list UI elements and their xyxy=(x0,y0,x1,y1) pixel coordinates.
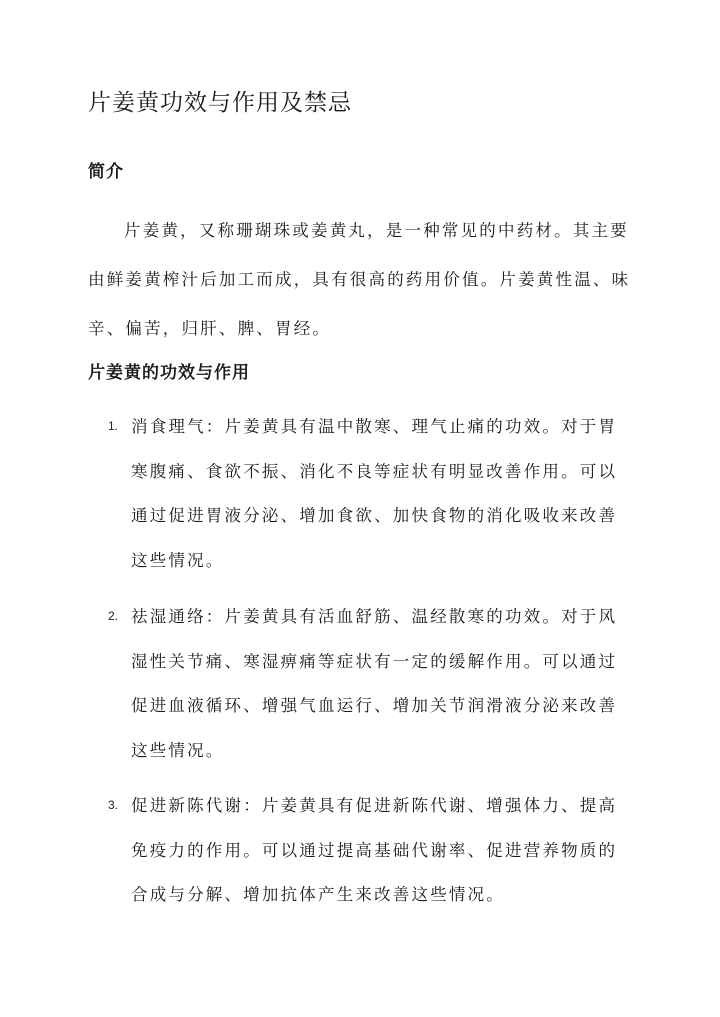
list-item-number: 1. xyxy=(108,419,119,433)
section-heading-effects: 片姜黄的功效与作用 xyxy=(88,363,250,383)
section-heading-intro: 简介 xyxy=(88,162,124,182)
list-item-number: 2. xyxy=(108,609,119,623)
list-item-text: 促进新陈代谢：片姜黄具有促进新陈代谢、增强体力、提高免疫力的作用。可以通过提高基础代谢率、促进营养物质的合成与分解、增加抗体产生来改善这些情况。 xyxy=(131,796,618,904)
list-item-text: 消食理气：片姜黄具有温中散寒、理气止痛的功效。对于胃寒腹痛、食欲不振、消化不良等症状有明显改善作用。可以通过促进胃液分泌、增加食欲、加快食物的消化吸收来改善这些情况。 xyxy=(131,417,618,570)
intro-paragraph: 片姜黄，又称珊瑚珠或姜黄丸，是一种常见的中药材。其主要由鲜姜黄榨汁后加工而成，具有很高的药用价值。片姜黄性温、味辛、偏苦，归肝、脾、胃经。 xyxy=(88,221,631,338)
list-item-text: 祛湿通络：片姜黄具有活血舒筋、温经散寒的功效。对于风湿性关节痛、寒湿痹痛等症状有一定的缓解作用。可以通过促进血液循环、增强气血运行、增加关节润滑液分泌来改善这些情况。 xyxy=(131,607,618,760)
list-item-number: 3. xyxy=(108,798,119,812)
page-title: 片姜黄功效与作用及禁忌 xyxy=(88,90,352,116)
